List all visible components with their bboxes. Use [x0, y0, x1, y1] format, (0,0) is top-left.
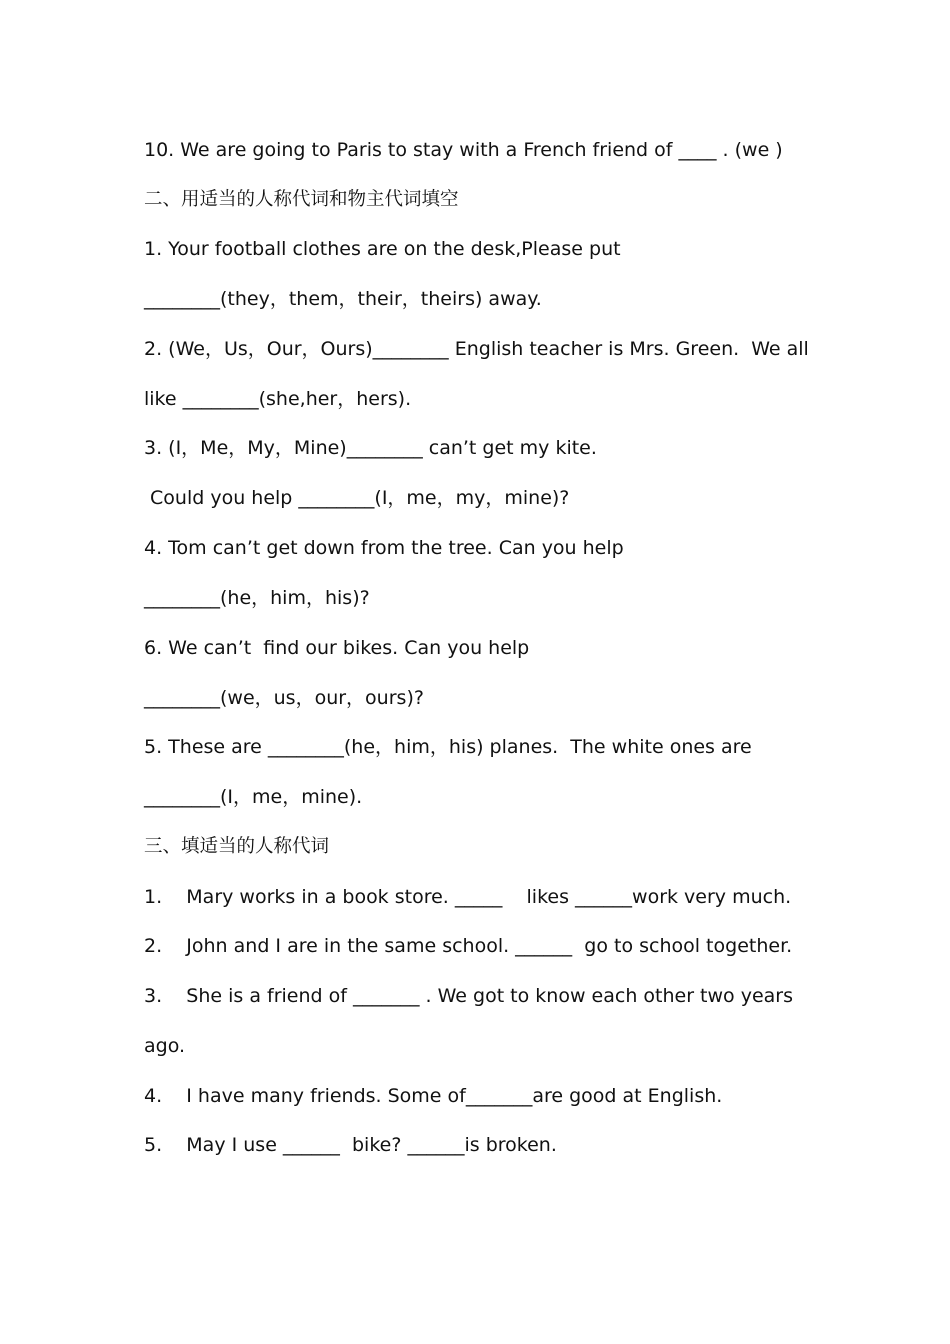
section-2-q2-line-1: 2. (We，Us，Our，Ours)________ English teacher is Mrs. Green. We all [144, 338, 809, 360]
section-2-q3-line-1: 3. (I，Me，My，Mine)________ can’t get my kite. [144, 437, 597, 459]
section-2-q5-line-2: ________(I，me，mine). [144, 786, 363, 808]
section-3-q2-line: 2. John and I are in the same school. ______ go to school together. [144, 935, 793, 957]
section-3-q1-line: 1. Mary works in a book store. _____ likes ______work very much. [144, 886, 792, 908]
section-2-heading: 二、用适当的人称代词和物主代词填空 [144, 189, 459, 210]
section-2-q6-line-1: 6. We can’t find our bikes. Can you help [144, 637, 530, 659]
section-3-q3-line-1: 3. She is a friend of _______ . We got to know each other two years [144, 985, 793, 1007]
section-3-q4-line: 4. I have many friends. Some of_______are good at English. [144, 1085, 723, 1107]
section-3-heading: 三、填适当的人称代词 [144, 836, 330, 857]
section-3-q5-line: 5. May I use ______ bike? ______is broken. [144, 1134, 557, 1156]
section-2-q1-line-2: ________(they，them，their，theirs) away. [144, 288, 542, 310]
section-3-q3-line-2: ago. [144, 1035, 186, 1057]
section-2-q2-line-2: like ________(she,her，hers). [144, 388, 412, 410]
section-2-q1-line-1: 1. Your football clothes are on the desk,Please put [144, 238, 621, 260]
question-10-line: 10. We are going to Paris to stay with a French friend of ____ . (we ) [144, 139, 783, 161]
section-2-q5-line-1: 5. These are ________(he，him，his) planes. The white ones are [144, 736, 752, 758]
section-2-q4-line-2: ________(he，him，his)? [144, 587, 370, 609]
section-2-q6-line-2: ________(we，us，our，ours)? [144, 687, 424, 709]
section-2-q3-line-2: Could you help ________(I，me，my，mine)? [144, 487, 570, 509]
section-2-q4-line-1: 4. Tom can’t get down from the tree. Can you help [144, 537, 624, 559]
